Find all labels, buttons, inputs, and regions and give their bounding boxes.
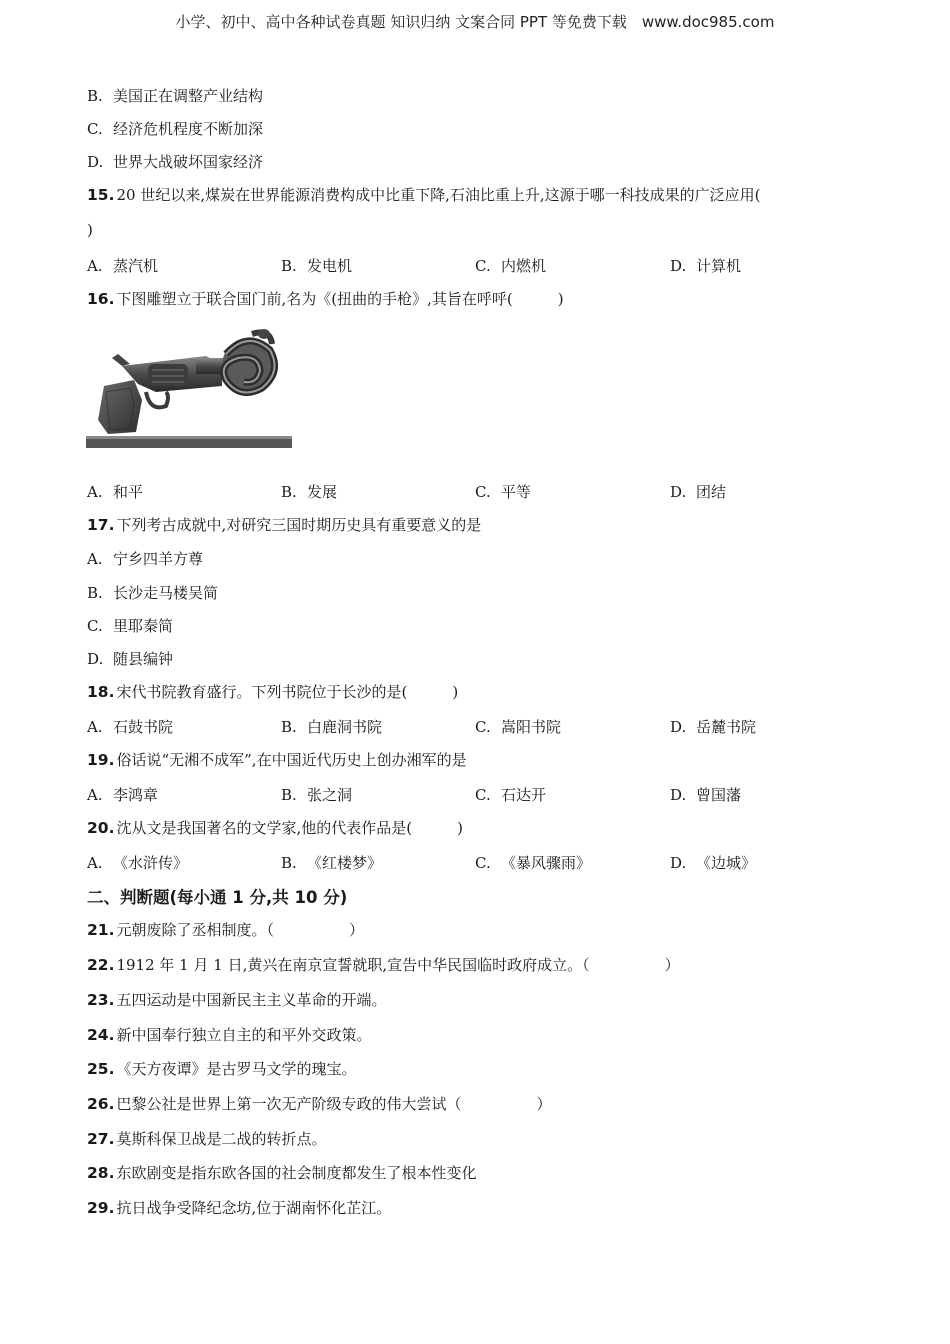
option-text: 团结 — [696, 483, 727, 501]
q15-option-d — [670, 255, 741, 276]
q17-option-b — [87, 582, 218, 603]
option-b — [87, 85, 263, 106]
page-header: 小学、初中、高中各种试卷真题 知识归纳 文案合同 PPT 等免费下载 www.doc985.com — [175, 13, 775, 31]
question-text: 1912 年 1 月 1 日,黄兴在南京宣誓就职,宣告中华民国临时政府成立。（ ） — [116, 956, 680, 974]
judgment-24 — [87, 1024, 371, 1045]
option-text: 白鹿洞书院 — [307, 718, 383, 736]
option-letter: C. — [475, 786, 491, 804]
option-letter: B. — [87, 584, 103, 602]
question-text: 宋代书院教育盛行。下列书院位于长沙的是( ) — [116, 683, 459, 701]
judgment-21 — [87, 919, 364, 940]
option-text: 张之洞 — [307, 786, 353, 804]
q18-option-c — [475, 716, 561, 737]
question-number: 21. — [87, 921, 115, 939]
option-letter: B. — [87, 87, 103, 105]
question-19 — [87, 749, 467, 770]
option-letter: D. — [670, 854, 687, 872]
option-text: 经济危机程度不断加深 — [113, 120, 264, 138]
option-text: 里耶秦简 — [113, 617, 174, 635]
option-text: 发电机 — [307, 257, 353, 275]
q19-option-d — [670, 784, 741, 805]
option-letter: B. — [281, 483, 297, 501]
q15-option-b — [281, 255, 352, 276]
question-number: 24. — [87, 1026, 115, 1044]
option-text: 计算机 — [696, 257, 742, 275]
option-text: 嵩阳书院 — [501, 718, 562, 736]
question-15 — [87, 184, 760, 205]
option-letter: D. — [670, 786, 687, 804]
option-text: 随县编钟 — [113, 650, 174, 668]
q18-option-b — [281, 716, 382, 737]
judgment-25 — [87, 1058, 356, 1079]
q15-option-c — [475, 255, 546, 276]
question-number: 27. — [87, 1130, 115, 1148]
option-letter: C. — [475, 483, 491, 501]
q17-option-c — [87, 615, 173, 636]
option-letter: B. — [281, 854, 297, 872]
question-number: 26. — [87, 1095, 115, 1113]
question-text: 新中国奉行独立自主的和平外交政策。 — [116, 1026, 372, 1044]
q19-option-c — [475, 784, 546, 805]
option-letter: A. — [87, 854, 103, 872]
question-number: 28. — [87, 1164, 115, 1182]
option-letter: B. — [281, 786, 297, 804]
option-letter: C. — [475, 854, 491, 872]
option-text: 石达开 — [501, 786, 547, 804]
question-text: 下图雕塑立于联合国门前,名为《(扭曲的手枪》,其旨在呼呼( ) — [116, 290, 564, 308]
question-number: 15. — [87, 186, 115, 204]
option-text: 岳麓书院 — [696, 718, 757, 736]
question-text: 沈从文是我国著名的文学家,他的代表作品是( ) — [116, 819, 463, 837]
option-letter: B. — [281, 718, 297, 736]
option-letter: D. — [670, 718, 687, 736]
question-text: 俗话说“无湘不成军”,在中国近代历史上创办湘军的是 — [116, 751, 467, 769]
q20-option-a — [87, 852, 188, 873]
judgment-27 — [87, 1128, 326, 1149]
option-letter: A. — [87, 718, 103, 736]
q20-option-d — [670, 852, 756, 873]
question-text: 巴黎公社是世界上第一次无产阶级专政的伟大尝试（ ） — [116, 1095, 552, 1113]
option-c — [87, 118, 263, 139]
q19-option-b — [281, 784, 352, 805]
question-text: 东欧剧变是指东欧各国的社会制度都发生了根本性变化 — [116, 1164, 477, 1182]
q18-option-a — [87, 716, 173, 737]
q16-option-d — [670, 481, 726, 502]
q15-option-a — [87, 255, 158, 276]
question-text: 元朝废除了丞相制度。（ ） — [116, 921, 364, 939]
judgment-22 — [87, 954, 680, 975]
question-number: 19. — [87, 751, 115, 769]
option-text: 《边城》 — [696, 854, 757, 872]
option-text: 世界大战破坏国家经济 — [113, 153, 264, 171]
question-text: 20 世纪以来,煤炭在世界能源消费构成中比重下降,石油比重上升,这源于哪一科技成果的广泛应用( — [116, 186, 761, 204]
option-text: 李鸿章 — [113, 786, 159, 804]
judgment-29 — [87, 1197, 391, 1218]
option-letter: A. — [87, 786, 103, 804]
question-number: 16. — [87, 290, 115, 308]
option-letter: C. — [475, 718, 491, 736]
question-number: 23. — [87, 991, 115, 1009]
option-letter: A. — [87, 483, 103, 501]
judgment-23 — [87, 989, 386, 1010]
judgment-28 — [87, 1162, 476, 1183]
question-number: 17. — [87, 516, 115, 534]
knotted-gun-illustration — [86, 320, 292, 452]
question-number: 22. — [87, 956, 115, 974]
option-text: 《暴风骤雨》 — [501, 854, 592, 872]
option-letter: A. — [87, 550, 103, 568]
option-text: 《红楼梦》 — [307, 854, 383, 872]
question-number: 25. — [87, 1060, 115, 1078]
option-text: 《水浒传》 — [113, 854, 189, 872]
question-17 — [87, 514, 481, 535]
question-text: 下列考古成就中,对研究三国时期历史具有重要意义的是 — [116, 516, 482, 534]
option-letter: C. — [87, 120, 103, 138]
question-16 — [87, 288, 564, 309]
q16-option-a — [87, 481, 143, 502]
option-letter: D. — [670, 257, 687, 275]
q17-option-a — [87, 548, 203, 569]
q20-option-b — [281, 852, 382, 873]
q16-option-c — [475, 481, 531, 502]
question-number: 18. — [87, 683, 115, 701]
option-letter: D. — [87, 153, 104, 171]
question-text: 《天方夜谭》是古罗马文学的瑰宝。 — [116, 1060, 357, 1078]
option-text: 发展 — [307, 483, 338, 501]
question-text: 莫斯科保卫战是二战的转折点。 — [116, 1130, 327, 1148]
option-letter: A. — [87, 257, 103, 275]
option-text: 和平 — [113, 483, 144, 501]
knotted-gun-sculpture-image — [86, 320, 292, 452]
section-heading: 二、判断题(每小通 1 分,共 10 分) — [87, 888, 348, 907]
question-20 — [87, 817, 463, 838]
option-letter: C. — [475, 257, 491, 275]
option-letter: B. — [281, 257, 297, 275]
question-number: 20. — [87, 819, 115, 837]
option-text: 平等 — [501, 483, 532, 501]
option-letter: D. — [87, 650, 104, 668]
option-text: 美国正在调整产业结构 — [113, 87, 264, 105]
q20-option-c — [475, 852, 591, 873]
option-d — [87, 151, 263, 172]
q18-option-d — [670, 716, 756, 737]
q17-option-d — [87, 648, 173, 669]
question-number: 29. — [87, 1199, 115, 1217]
question-text: 五四运动是中国新民主主义革命的开端。 — [116, 991, 387, 1009]
option-letter: C. — [87, 617, 103, 635]
q16-option-b — [281, 481, 337, 502]
option-text: 石鼓书院 — [113, 718, 174, 736]
option-text: 内燃机 — [501, 257, 547, 275]
option-text: 宁乡四羊方尊 — [113, 550, 204, 568]
option-text: 长沙走马楼吴简 — [113, 584, 219, 602]
option-text: 曾国藩 — [696, 786, 742, 804]
option-letter: D. — [670, 483, 687, 501]
question-text: 抗日战争受降纪念坊,位于湖南怀化芷江。 — [116, 1199, 392, 1217]
judgment-26 — [87, 1093, 551, 1114]
question-18 — [87, 681, 458, 702]
question-15-cont: ) — [87, 221, 93, 239]
option-text: 蒸汽机 — [113, 257, 159, 275]
q19-option-a — [87, 784, 158, 805]
